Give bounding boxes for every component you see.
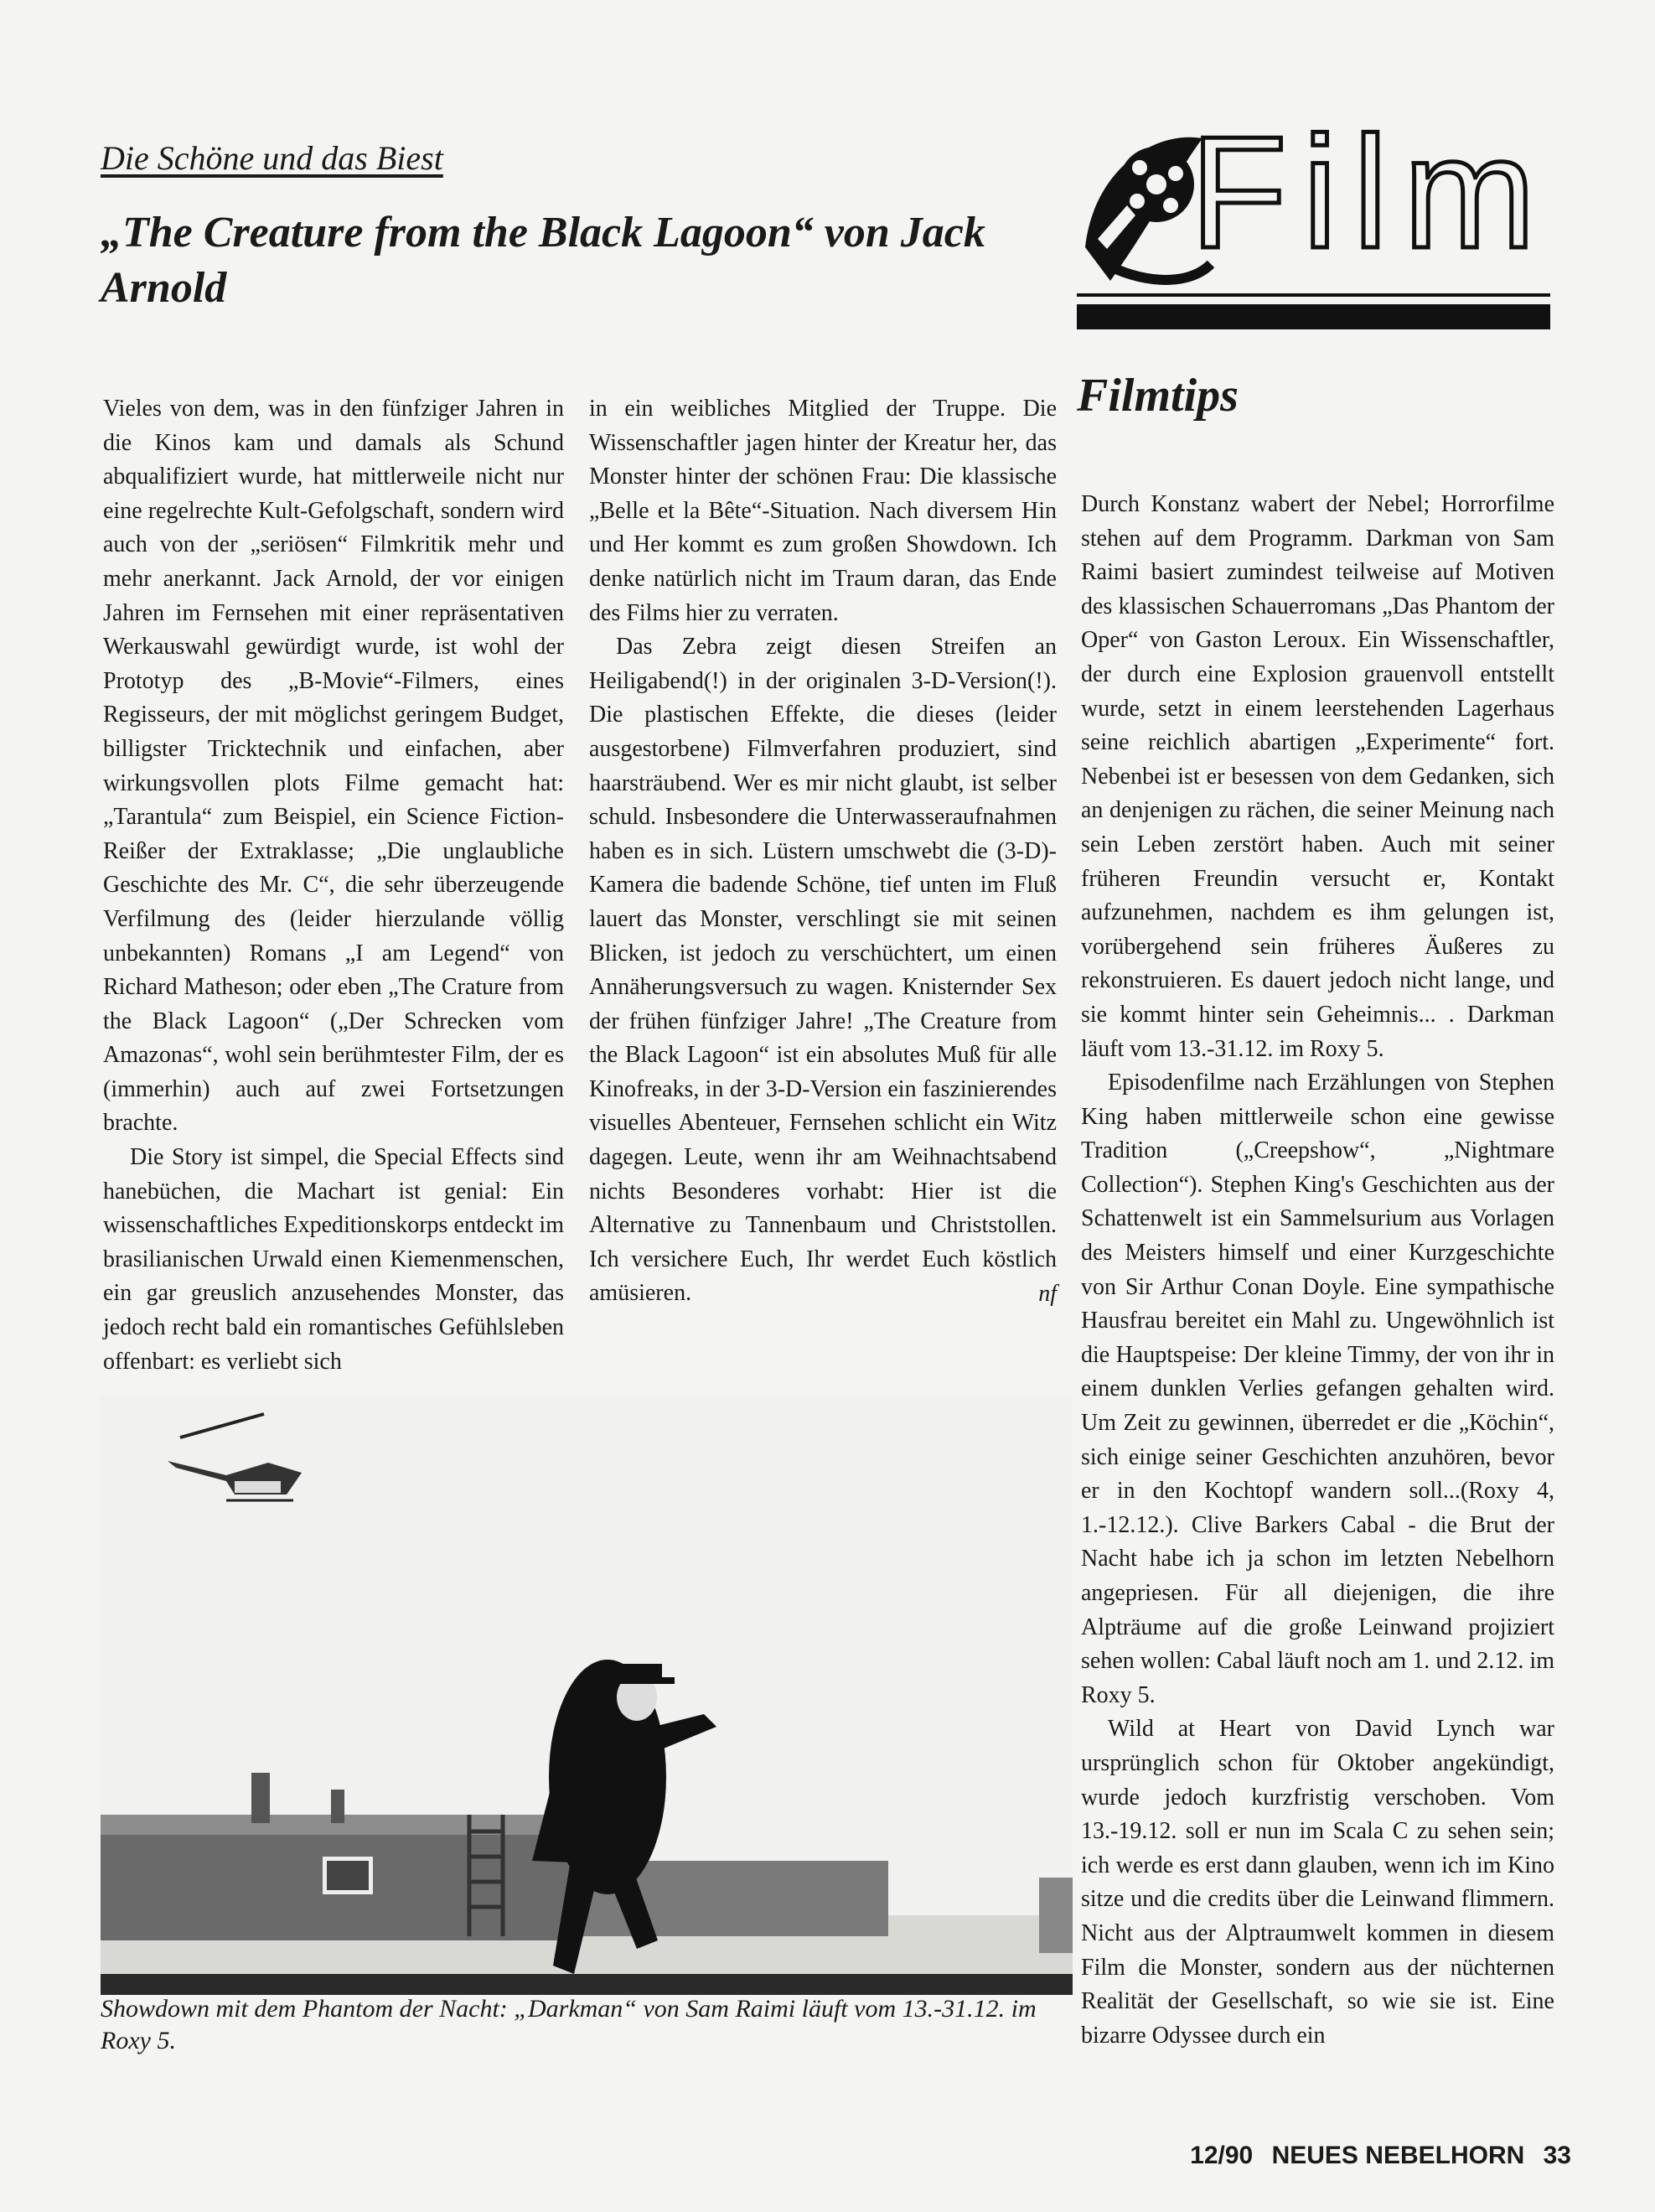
article-column-2	[589, 392, 1057, 1312]
logo-bar	[1077, 304, 1550, 329]
article-paragraph: in ein weibliches Mitglied der Truppe. Die Wissenschaftler jagen hinter der Kreatur her, das Monster hinter der schönen Frau: Die klassische „Belle et la Bête“-Situation. Nach diversem Hin und Her kommt es zum großen Showdown. Ich denke natürlich nicht im Traum daran, das Ende des Films hier zu verraten.	[589, 396, 1057, 626]
sidebar-column	[1081, 488, 1554, 2053]
film-section-logo	[1077, 104, 1551, 331]
sidebar-paragraph: Episodenfilme nach Erzählungen von Stephen King haben mittlerweile schon eine gewisse Tradition („Creepshow“, „Nightmare Collection“). Stephen King's Geschichten aus der Schattenwelt ist ein Sammelsurium aus Vorlagen des Meisters himself und einer Kurzgeschichte von Sir Arthur Conan Doyle. Eine sympathische Hausfrau bereitet ein Mahl zu. Ungewöhnlich ist die Hauptspeise: Der kleine Timmy, der von ihr in einem dunklen Verlies gefangen gehalten wird. Um Zeit zu gewinnen, überredet er die „Köchin“, sich einige seiner Geschichten anzuhören, bevor er in den Kochtopf wandern soll...(Roxy 4, 1.-12.12.). Clive Barkers Cabal - die Brut der Nacht habe ich ja schon im letzten Nebelhorn angepriesen. Für all diejenigen, die ihre Alpträume auf die große Leinwand projiziert sehen wollen: Cabal läuft noch am 1. und 2.12. im Roxy 5.	[1081, 1070, 1554, 1708]
logo-word: Film	[1190, 104, 1551, 282]
article-column-1	[103, 392, 564, 1379]
magazine-name: NEUES NEBELHORN	[1271, 2142, 1525, 2169]
sidebar-heading: Filmtips	[1077, 370, 1239, 422]
sidebar-paragraph: Durch Konstanz wabert der Nebel; Horrorfilme stehen auf dem Programm. Darkman von Sam Raimi basiert zumindest teilweise auf Motiven des klassischen Schauerromans „Das Phantom der Oper“ von Gaston Leroux. Ein Wissenschaftler, der durch eine Explosion grauenvoll entstellt wurde, setzt in einem leerstehenden Lagerhaus seine reichlich abartigen „Experimente“ fort. Nebenbei ist er besessen von dem Gedanken, sich an denjenigen zu rächen, die seiner Meinung nach sein Leben zerstört haben. Auch mit seiner früheren Freundin versucht er, Kontakt aufzunehmen, nachdem es ihm gelungen ist, vorübergehend sein früheres Äußeres zu rekonstruieren. Es dauert jedoch nicht lange, und sie kommt hinter sein Geheimnis... . Darkman läuft vom 13.-31.12. im Roxy 5.	[1081, 491, 1554, 1062]
issue-number: 12/90	[1190, 2142, 1254, 2169]
article-kicker: Die Schöne und das Biest	[101, 139, 443, 177]
article-paragraph: Vieles von dem, was in den fünfziger Jahren in die Kinos kam und damals als Schund abqualifiziert wurde, hat mittlerweile nicht nur eine regelrechte Kult-Gefolgschaft, sondern wird auch von der „seriösen“ Filmkritik mehr und mehr anerkannt. Jack Arnold, der vor einigen Jahren im Fernsehen mit einer repräsentativen Werkauswahl gewürdigt wurde, ist wohl der Prototyp des „B-Movie“-Filmers, eines Regisseurs, der mit möglichst geringem Budget, billigster Tricktechnik und einfachen, aber wirkungsvollen plots Filme gemacht hat: „Tarantula“ zum Beispiel, ein Science Fiction-Reißer der Extraklasse; „Die unglaubliche Geschichte des Mr. C“, die sehr überzeugende Verfilmung des (leider hierzulande völlig unbekannten) Romans „I am Legend“ von Richard Matheson; oder eben „The Crature from the Black Lagoon“ („Der Schrecken vom Amazonas“, wohl sein berühmtester Film, der es (immerhin) auch auf zwei Fortsetzungen brachte.	[103, 396, 564, 1137]
photo-caption: Showdown mit dem Phantom der Nacht: „Darkman“ von Sam Raimi läuft vom 13.-31.12. im Roxy 5.	[101, 1995, 1037, 2054]
article-headline: „The Creature from the Black Lagoon“ von Jack Arnold	[101, 209, 985, 312]
article-paragraph: Die Story ist simpel, die Special Effects sind hanebüchen, die Machart ist genial: Ein wissenschaftliches Expeditionskorps entdeckt im brasilianischen Urwald einen Kiemenmenschen, ein gar greuslich anzusehendes Monster, das jedoch recht bald ein romantisches Gefühlsleben offenbart: es verliebt sich	[103, 1144, 564, 1375]
logo-rule	[1077, 293, 1550, 297]
page-footer	[1178, 2142, 1571, 2170]
author-signature: nf	[1038, 1281, 1057, 1308]
darkman-photo	[101, 1396, 1073, 1995]
article-paragraph: Das Zebra zeigt diesen Streifen an Heiligabend(!) in der originalen 3-D-Version(!). Die plastischen Effekte, die dieses (leider ausgestorbene) Filmverfahren produziert, sind haarsträubend. Wer es mir nicht glaubt, ist selber schuld. Insbesondere die Unterwasseraufnahmen haben es in sich. Lüstern umschwebt die (3-D)-Kamera die badende Schöne, tief unten im Fluß lauert das Monster, verschlingt sie mit seinen Blicken, ist jedoch zu verschüchtert, um einen Annäherungsversuch zu wagen. Knisternder Sex der frühen fünfziger Jahre! „The Creature from the Black Lagoon“ ist ein absolutes Muß für alle Kinofreaks, in der 3-D-Version ein faszinierendes visuelles Abenteuer, Fernsehen schlicht ein Witz dagegen. Leute, wenn ihr am Weihnachtsabend nichts Besonderes vorhabt: Hier ist die Alternative zu Tannenbaum und Christstollen. Ich versichere Euch, Ihr werdet Euch köstlich amüsieren.	[589, 634, 1057, 1307]
sidebar-paragraph: Wild at Heart von David Lynch war ursprünglich schon für Oktober angekündigt, wurde jedoch kurzfristig verschoben. Vom 13.-19.12. soll er nun im Scala C zu sehen sein; ich werde es erst dann glauben, wenn ich im Kino sitze und die credits über die Leinwand flimmern. Nicht aus der Alptraumwelt kommen in diesem Film die Monster, sondern aus der nüchternen Realität der Gesellschaft, so wie sie ist. Eine bizarre Odyssee durch ein	[1081, 1716, 1554, 2049]
page-number: 33	[1543, 2142, 1571, 2169]
